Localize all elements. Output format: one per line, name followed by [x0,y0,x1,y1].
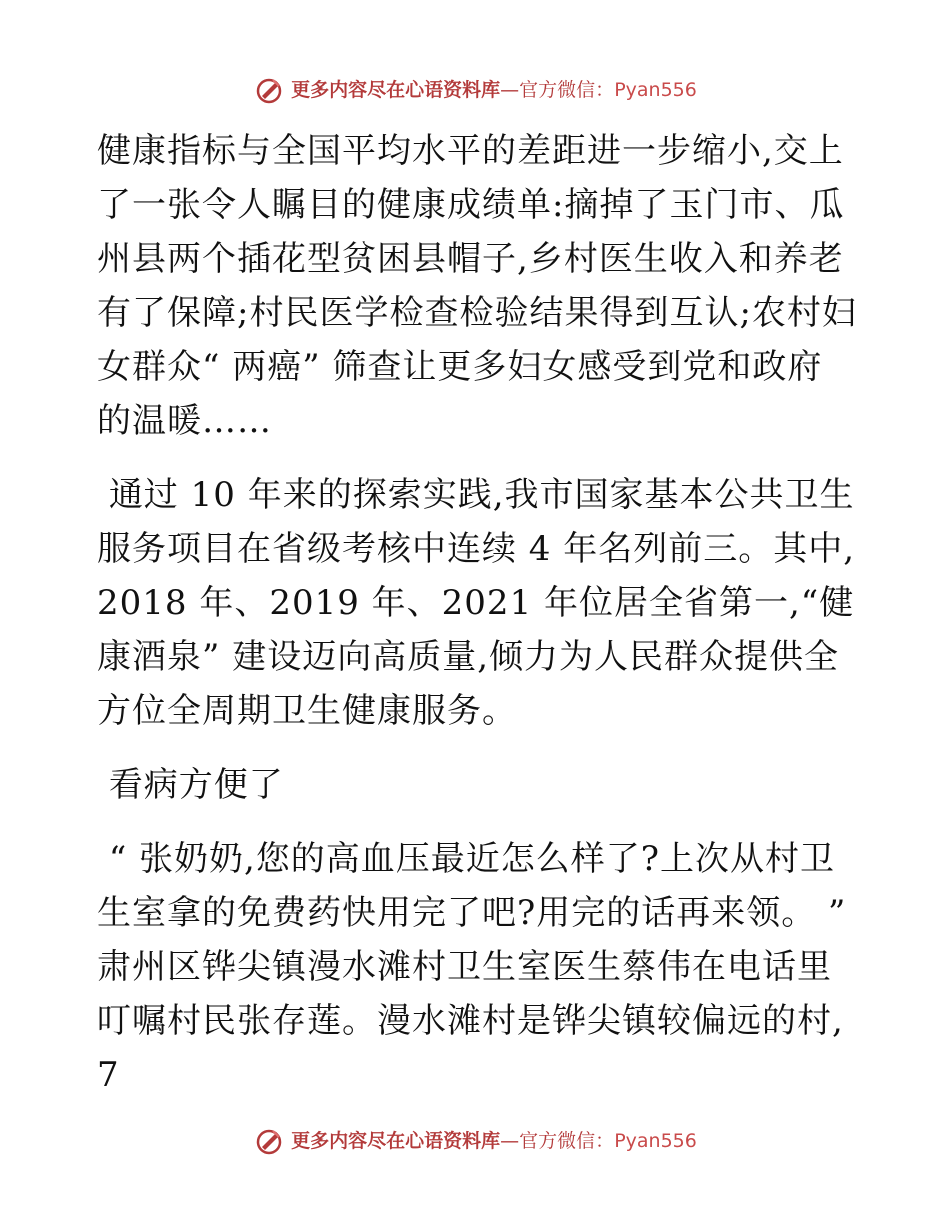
footer-watermark-banner [0,1121,950,1161]
header-watermark-banner [0,70,950,110]
banner-wechat-id: Pyan556 [614,78,697,101]
book-pen-logo-icon [253,1125,285,1157]
book-pen-logo-icon [253,74,285,106]
document-body [97,124,857,1102]
banner-brand-text: 更多内容尽在心语资料库 [291,78,501,101]
banner-wechat-id: Pyan556 [614,1129,697,1152]
banner-brand-text: 更多内容尽在心语资料库 [291,1129,501,1152]
section-heading: 看病方便了 [97,765,284,805]
banner-separator: — [500,78,520,101]
banner-label: 官方微信： [519,78,615,101]
paragraph-public-health-ranking: 通过 10 年来的探索实践,我市国家基本公共卫生服务项目在省级考核中连续 4 年名列前三。其中,2018 年、2019 年、2021 年位居全省第一,“健康酒泉” 建设迈向高质量,倾力为人民群众提供全方位全周期卫生健康服务。 [97,475,856,731]
paragraph-village-clinic: “ 张奶奶,您的高血压最近怎么样了?上次从村卫生室拿的免费药快用完了吧?用完的话再来领。 ” 肃州区铧尖镇漫水滩村卫生室医生蔡伟在电话里叮嘱村民张存莲。漫水滩村是铧尖镇较偏远的村,7 [97,839,859,1095]
banner-separator: — [500,1129,520,1152]
paragraph-health-achievements: 健康指标与全国平均水平的差距进一步缩小,交上了一张令人瞩目的健康成绩单:摘掉了玉门市、瓜州县两个插花型贫困县帽子,乡村医生收入和养老有了保障;村民医学检查检验结果得到互认;农村妇女群众“ 两癌” 筛查让更多妇女感受到党和政府的温暖…… [97,131,857,441]
banner-label: 官方微信： [519,1129,615,1152]
